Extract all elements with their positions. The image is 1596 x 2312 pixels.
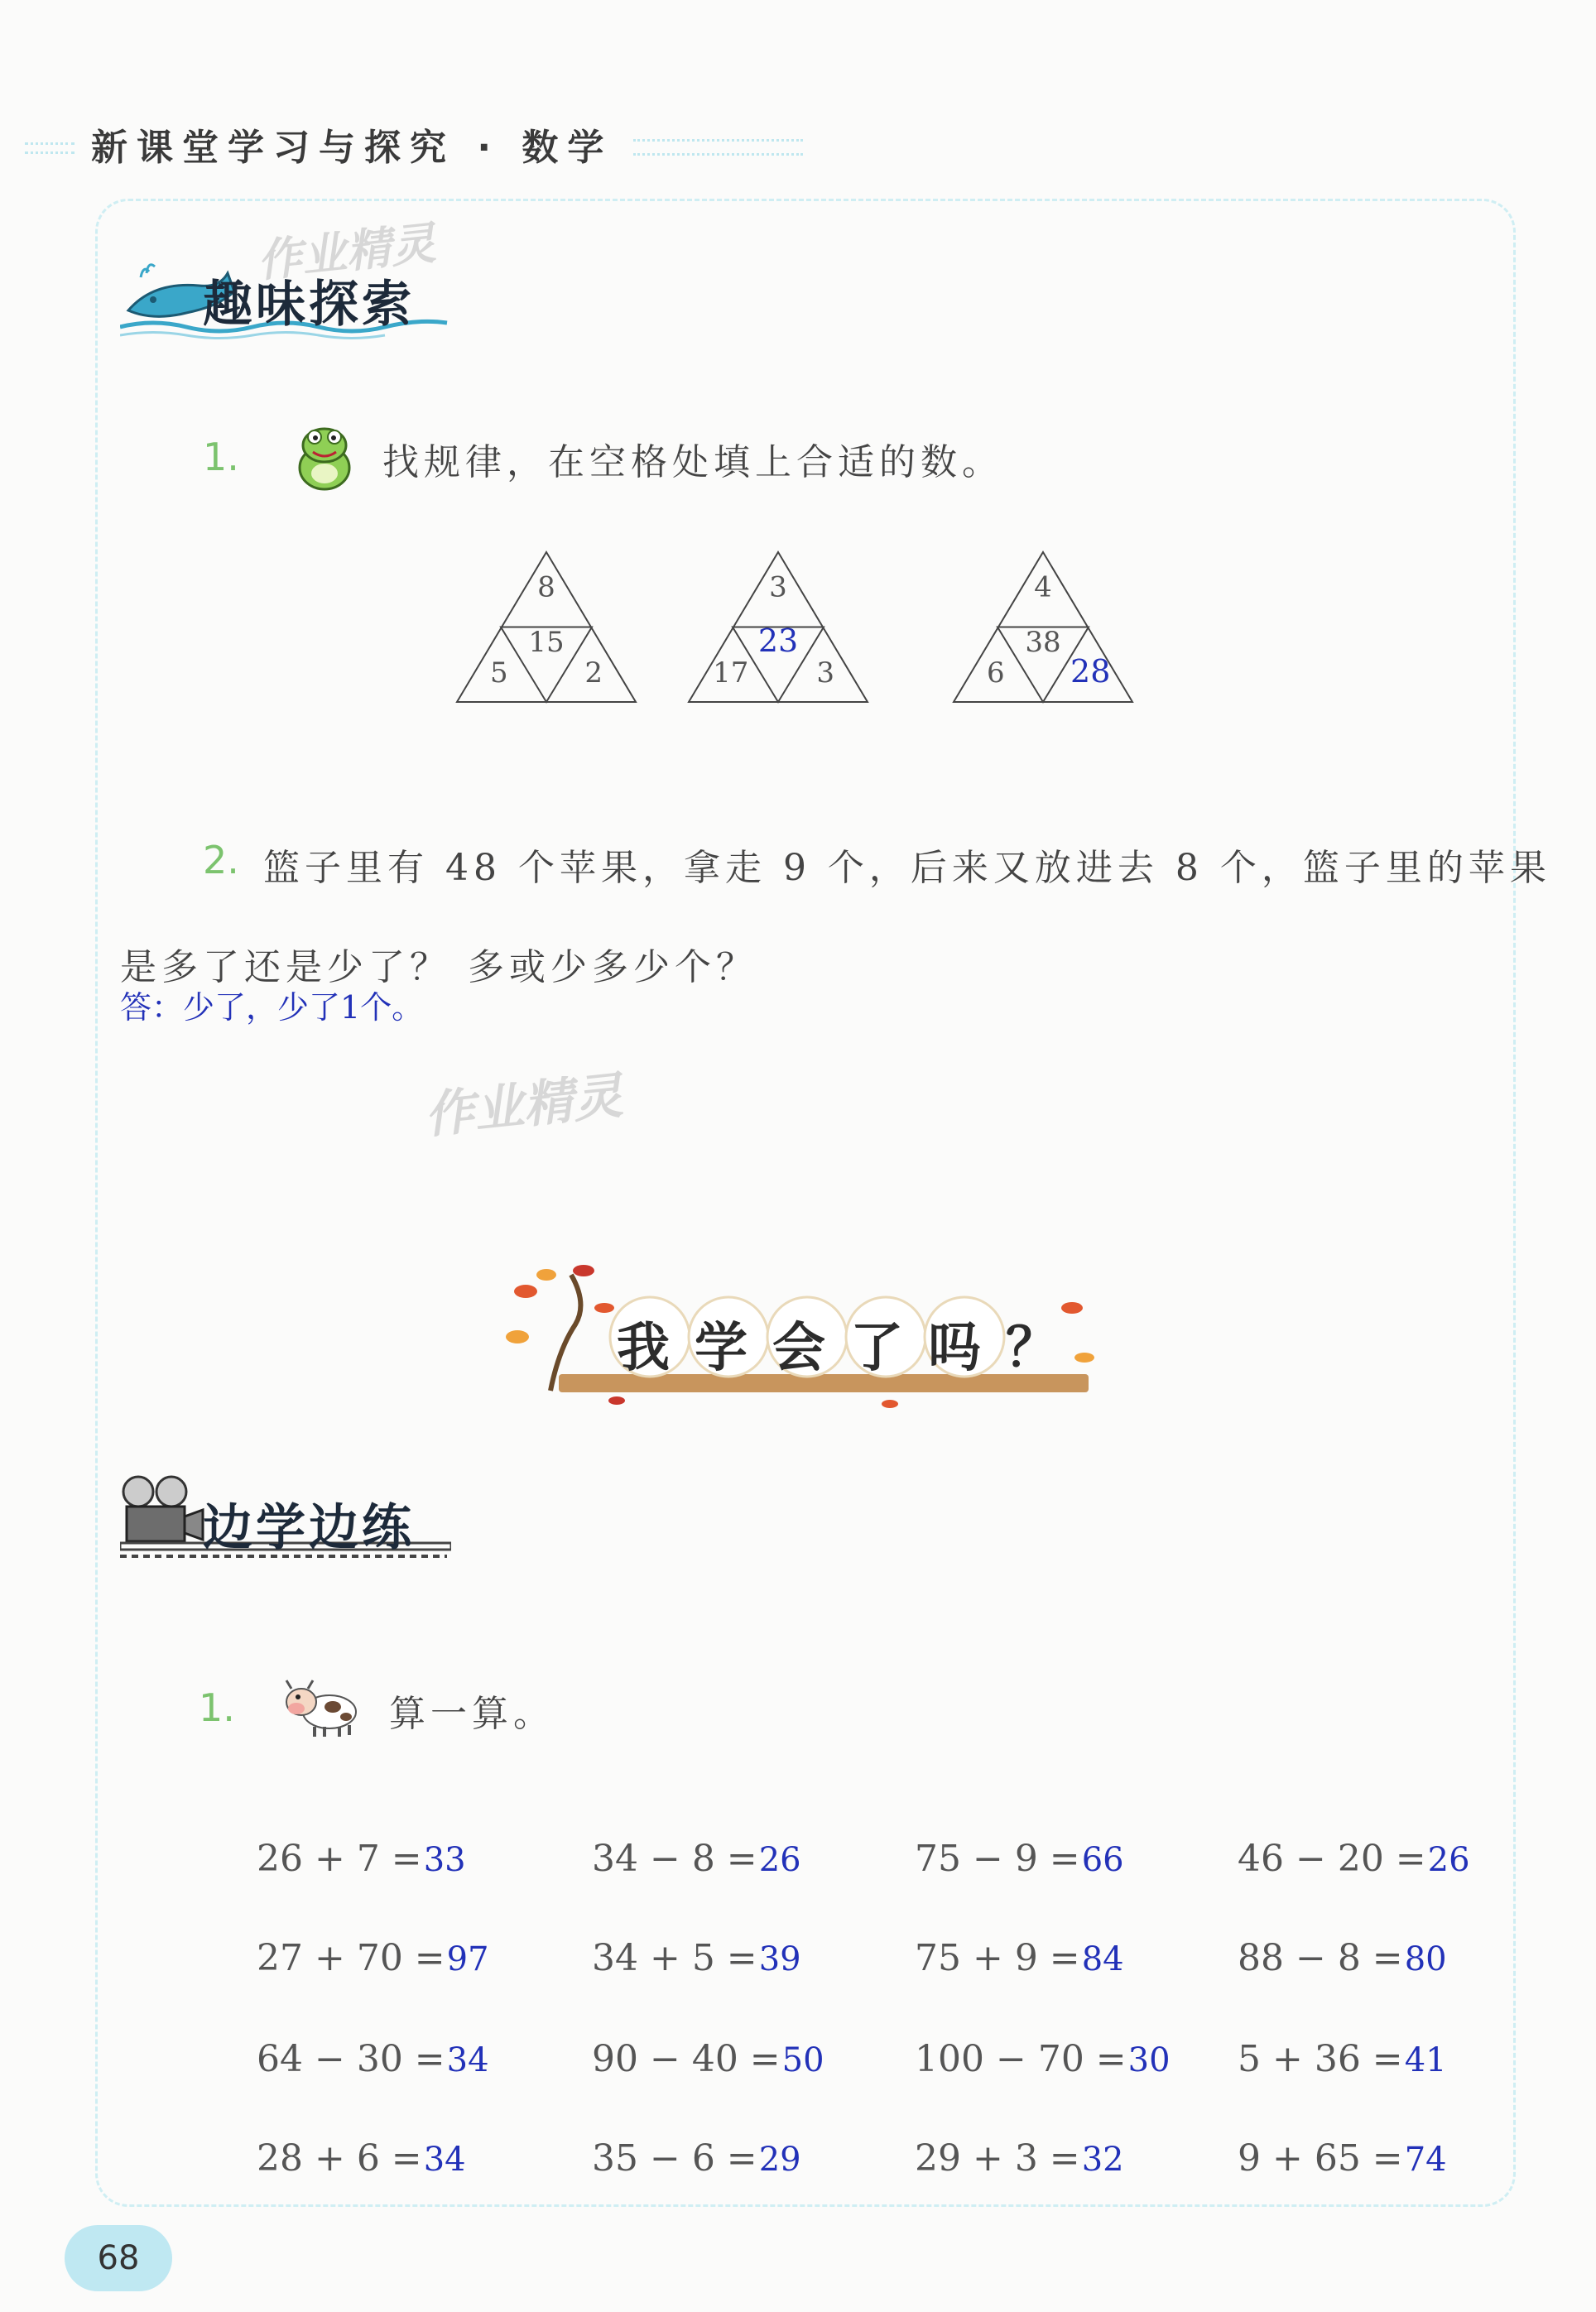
- question-number: 2.: [203, 838, 239, 882]
- equation-expression: 88 − 8 =: [1238, 1937, 1403, 1979]
- equation: [1238, 1937, 1447, 1979]
- equation: [1238, 2038, 1447, 2080]
- equation: [257, 2038, 489, 2080]
- triangle-right-number: 28: [1070, 653, 1111, 690]
- section-title: 趣味探索: [203, 276, 415, 334]
- content-frame: [95, 199, 1516, 2207]
- equation-expression: 100 − 70 =: [915, 2038, 1127, 2080]
- equation: [592, 2038, 824, 2080]
- equation-expression: 64 − 30 =: [257, 2038, 445, 2080]
- equation-expression: 35 − 6 =: [592, 2137, 757, 2180]
- triangle-top-number: 8: [537, 570, 555, 604]
- equation: [1238, 1838, 1470, 1880]
- equation-expression: 5 + 36 =: [1238, 2038, 1403, 2080]
- watermark-text: 作业精灵: [421, 1066, 626, 1146]
- equation: [915, 2038, 1171, 2080]
- equation: [592, 1838, 801, 1880]
- equation-answer: 34: [423, 2141, 466, 2179]
- equation-answer: 66: [1081, 1841, 1124, 1879]
- equation-answer: 84: [1081, 1940, 1124, 1978]
- equation-expression: 28 + 6 =: [257, 2137, 422, 2180]
- triangle-center-number: 23: [757, 622, 799, 660]
- section-heading-learn-practice: [120, 1473, 451, 1565]
- equation: [257, 2137, 466, 2180]
- equation-answer: 97: [446, 1940, 489, 1978]
- section-title: 边学边练: [203, 1499, 415, 1557]
- equation: [915, 1838, 1124, 1880]
- frog-icon: [290, 422, 359, 495]
- answer-text: 答：少了，少了1个。: [120, 989, 424, 1026]
- question-number: 1.: [199, 1685, 235, 1730]
- header-decoration-left: [25, 142, 75, 154]
- triangle-puzzle: [687, 550, 869, 704]
- equation: [592, 2137, 801, 2180]
- equation-expression: 34 − 8 =: [592, 1838, 757, 1880]
- watermark-text: 作业精灵: [254, 216, 439, 288]
- question-text-line1: 篮子里有 48 个苹果，拿走 9 个，后来又放进去 8 个，篮子里的苹果: [263, 847, 1551, 889]
- equation-answer: 29: [758, 2141, 801, 2179]
- equation: [257, 1937, 489, 1979]
- equation-answer: 74: [1404, 2141, 1447, 2179]
- cow-icon: [281, 1674, 361, 1740]
- triangle-top-number: 4: [1034, 570, 1052, 604]
- equation-expression: 75 + 9 =: [915, 1937, 1080, 1979]
- triangle-left-number: 5: [489, 656, 508, 690]
- header-decoration-right: [633, 139, 803, 156]
- equation-answer: 50: [781, 2041, 824, 2079]
- banner-title: 我学会了吗？: [617, 1318, 1084, 1379]
- equation-expression: 90 − 40 =: [592, 2038, 781, 2080]
- triangle-left-number: 17: [713, 656, 749, 690]
- equation-expression: 34 + 5 =: [592, 1937, 757, 1979]
- equation-answer: 39: [758, 1940, 801, 1978]
- triangle-left-number: 6: [986, 656, 1005, 690]
- triangle-center-number: 15: [528, 626, 565, 660]
- page-number-badge: 68: [65, 2225, 172, 2291]
- equation-answer: 32: [1081, 2141, 1124, 2179]
- question-text-line2: 是多了还是少了？ 多或少多少个？: [120, 946, 757, 988]
- triangle-right-number: 2: [584, 656, 603, 690]
- equation-answer: 41: [1404, 2041, 1447, 2079]
- banner-did-i-learn: [501, 1258, 1105, 1411]
- equation-expression: 9 + 65 =: [1238, 2137, 1403, 2180]
- equation-expression: 27 + 70 =: [257, 1937, 445, 1979]
- equation: [592, 1937, 801, 1979]
- equation-answer: 26: [758, 1841, 801, 1879]
- question-number: 1.: [203, 435, 239, 479]
- equation-answer: 30: [1127, 2041, 1171, 2079]
- equation-answer: 26: [1427, 1841, 1470, 1879]
- triangle-center-number: 38: [1025, 626, 1061, 660]
- equation: [915, 2137, 1124, 2180]
- equation-expression: 75 − 9 =: [915, 1838, 1080, 1880]
- triangle-puzzle: [455, 550, 637, 704]
- triangle-right-number: 3: [816, 656, 835, 690]
- equation-answer: 80: [1404, 1940, 1447, 1978]
- page-header-title: 新课堂学习与探究 · 数学: [91, 127, 613, 169]
- triangle-puzzle: [952, 550, 1134, 704]
- question-text: 算一算。: [389, 1693, 555, 1735]
- equation-expression: 29 + 3 =: [915, 2137, 1080, 2180]
- equation-answer: 33: [423, 1841, 466, 1879]
- equation: [1238, 2137, 1447, 2180]
- equation: [257, 1838, 466, 1880]
- equation-answer: 34: [446, 2041, 489, 2079]
- triangle-top-number: 3: [769, 570, 787, 604]
- equation-expression: 46 − 20 =: [1238, 1838, 1426, 1880]
- equation-expression: 26 + 7 =: [257, 1838, 422, 1880]
- equation: [915, 1937, 1124, 1979]
- question-text: 找规律，在空格处填上合适的数。: [382, 441, 1003, 483]
